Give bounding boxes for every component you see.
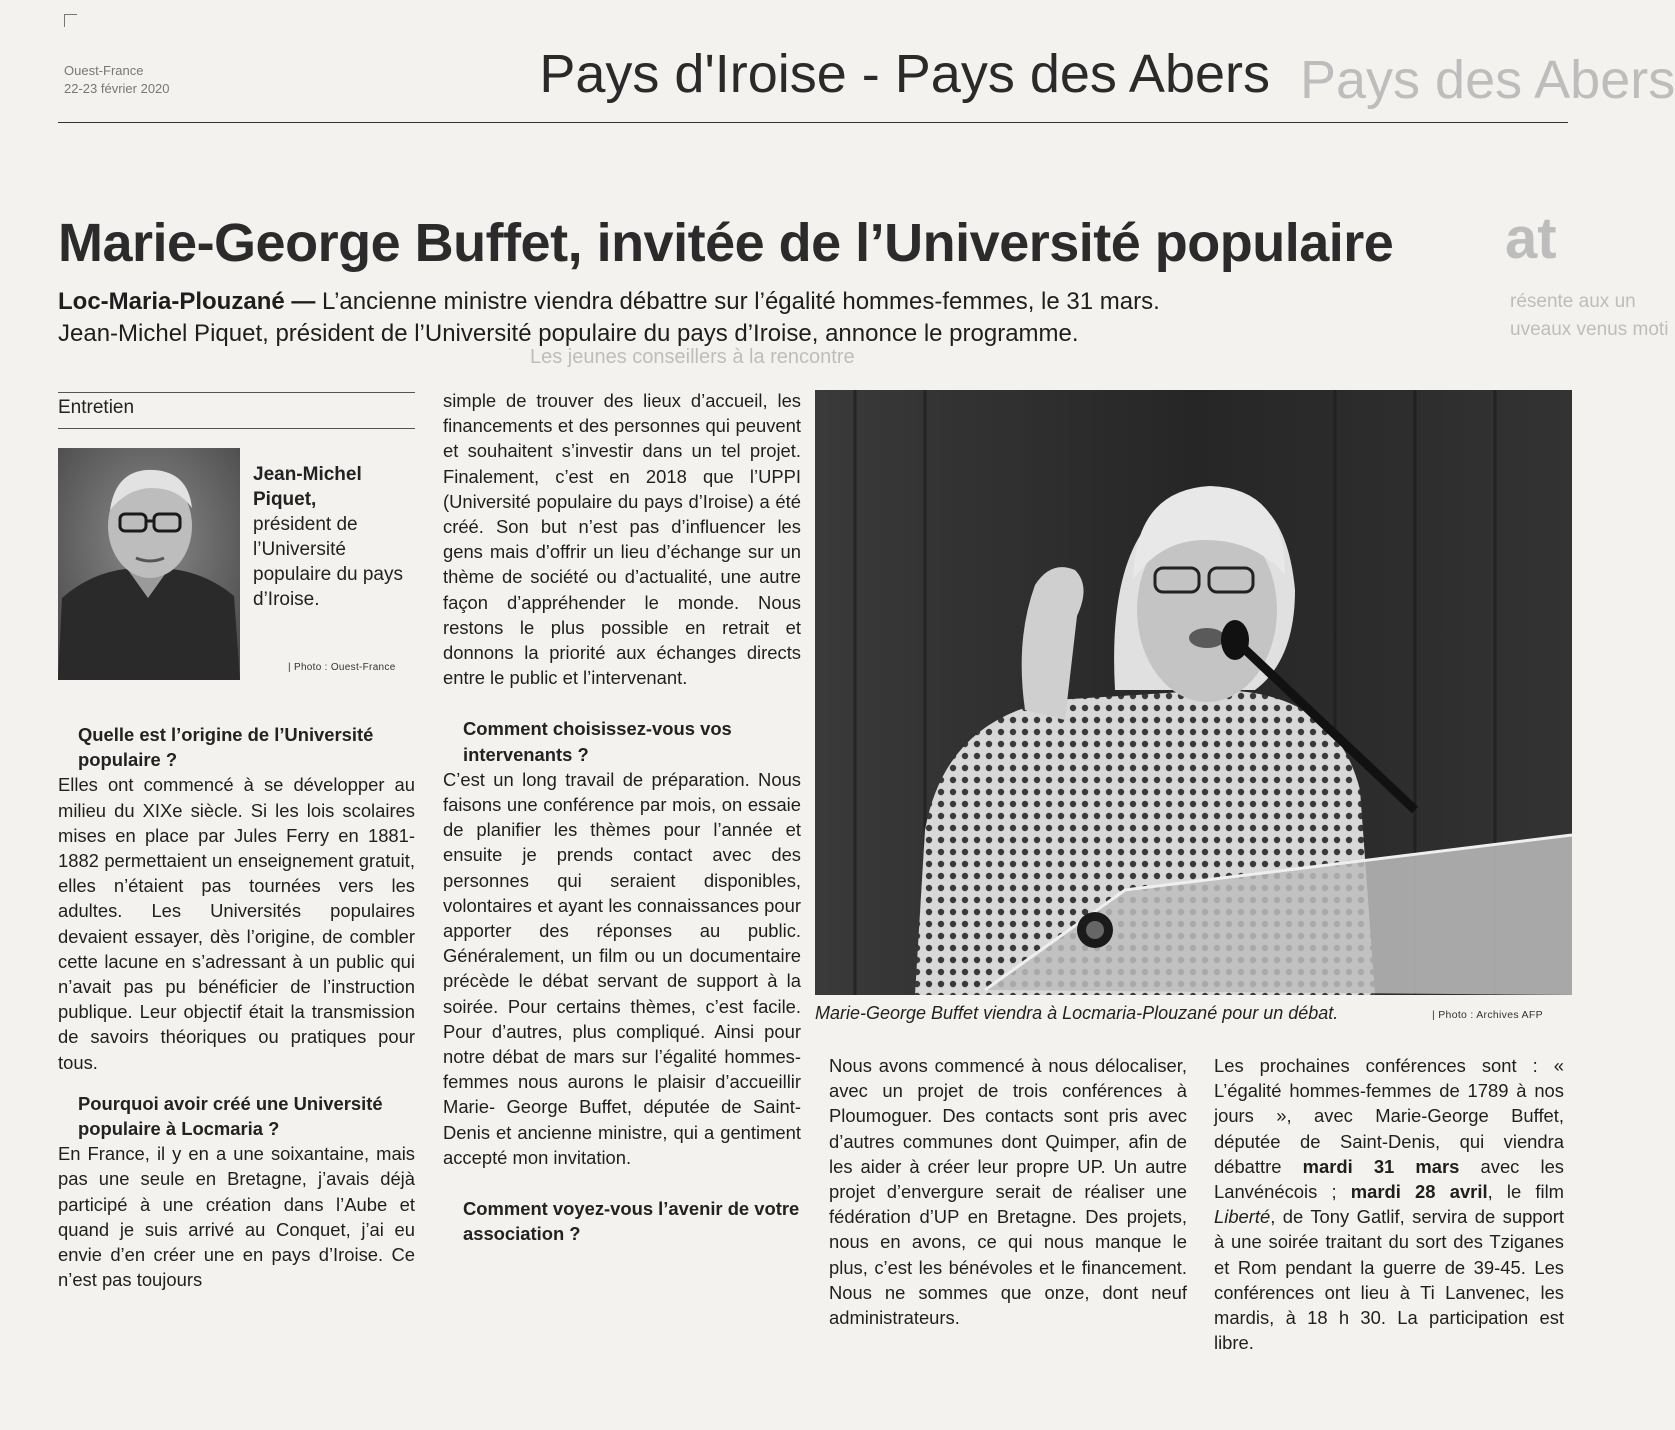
film-title: Liberté bbox=[1214, 1206, 1271, 1228]
portrait-caption bbox=[253, 462, 423, 612]
conference-date-1: mardi 31 mars bbox=[1302, 1155, 1460, 1177]
portrait-photo bbox=[58, 448, 240, 680]
main-photo bbox=[815, 390, 1572, 995]
portrait-credit: | Photo : Ouest-France bbox=[288, 662, 396, 673]
header-meta-paper: Ouest-France bbox=[64, 63, 144, 78]
bleed-through-headline: at bbox=[1505, 206, 1557, 271]
question-2: Pourquoi avoir créé une Université populaire à Locmaria ? bbox=[78, 1092, 383, 1140]
section-label: Entretien bbox=[58, 397, 135, 418]
header-meta-date: 22-23 février 2020 bbox=[64, 81, 170, 96]
portrait-name: Jean-Michel Piquet, bbox=[253, 464, 362, 510]
lead-text: L’ancienne ministre viendra débattre sur l’égalité hommes-femmes, le 31 mars. bbox=[322, 288, 1160, 315]
article-column-4 bbox=[1214, 1053, 1564, 1355]
article-lead bbox=[58, 286, 1458, 350]
photo-credit: | Photo : Archives AFP bbox=[1432, 1009, 1543, 1021]
question-4: Comment voyez-vous l’avenir de votre association ? bbox=[463, 1198, 800, 1245]
section-rubric: Pays d'Iroise - Pays des Abers bbox=[539, 44, 1270, 104]
lead-dash: — bbox=[284, 288, 323, 315]
bleed-through-rubric: Pays des Abers bbox=[1300, 50, 1675, 110]
portrait-role: président de l’Université populaire du pays d’Iroise. bbox=[253, 514, 403, 610]
answer-2: En France, il y en a une soixantaine, mais pas une seule en Bretagne, j’avais déjà participé à une création dans l’Aube et quand je suis arrivé au Conquet, j’ai eu envie d’en créer une en pays d’Iroise. Ce n’est pas toujours bbox=[58, 1143, 415, 1291]
lead-dateline: Loc-Maria-Plouzané bbox=[58, 288, 285, 315]
section-rule bbox=[58, 428, 415, 429]
bleed-through-subhead: Les jeunes conseillers à la rencontre bbox=[530, 346, 855, 368]
question-1: Quelle est l’origine de l’Université populaire ? bbox=[78, 724, 374, 771]
main-photo-image bbox=[815, 390, 1572, 995]
conference-date-2: mardi 28 avril bbox=[1350, 1181, 1488, 1203]
article-column-1 bbox=[58, 722, 415, 1292]
conferences-text-2: , le film bbox=[1487, 1181, 1564, 1203]
section-rule bbox=[58, 392, 415, 393]
conferences-intro: Les prochaines conférences sont : « L’égalité hommes-femmes de 1789 à nos jours », avec Marie-George Buffet, députée de Saint-Denis, qui viendra débattre bbox=[1214, 1055, 1564, 1177]
article-column-2 bbox=[443, 388, 801, 1247]
article-column-3 bbox=[829, 1053, 1187, 1330]
answer-1: Elles ont commencé à se développer au milieu du XIXe siècle. Si les lois scolaires mises en place par Jules Ferry en 1881-1882 permettaient un enseignement gratuit, elles n’étaient pas tournées vers les adultes. Les Universités populaires devaient essayer, dès l’origine, de combler cette lacune en s’adressant à un public qui n’avait pas pu bénéficier de l’instruction publique. Leur objectif était la transmission de savoirs théoriques ou pratiques pour tous. bbox=[58, 774, 415, 1073]
conferences-text-1: avec les Lanvénécois ; bbox=[1214, 1155, 1565, 1203]
bleed-through-line: uveaux venus moti bbox=[1510, 319, 1669, 340]
conferences-text-3: , de Tony Gatlif, servira de support à une soirée traitant du sort des Tziganes et Rom pendant la guerre de 39-45. Les conférences ont lieu à Ti Lanvenec, les mardis, à 18 h 30. La participation est libre. bbox=[1214, 1206, 1564, 1354]
header-rule bbox=[58, 122, 1568, 123]
bleed-through-line: résente aux un bbox=[1510, 291, 1636, 312]
upcoming-conferences bbox=[1214, 1053, 1564, 1355]
lead-text-2: Jean-Michel Piquet, président de l’Université populaire du pays d’Iroise, annonce le programme. bbox=[58, 320, 1079, 347]
photo-caption: Marie-George Buffet viendra à Locmaria-Plouzané pour un débat. bbox=[815, 1003, 1339, 1023]
article-headline: Marie-George Buffet, invitée de l’Université populaire bbox=[58, 213, 1394, 273]
portrait-image bbox=[58, 448, 240, 680]
question-3: Comment choisissez-vous vos intervenants ? bbox=[463, 718, 732, 765]
answer-4: Nous avons commencé à nous délocaliser, avec un projet de trois conférences à Ploumoguer. Des contacts sont pris avec d’autres communes dont Quimper, afin de les aider à créer leur propre UP. Un autre projet d’envergure serait de réaliser une fédération d’UP en Bretagne. Des projets, nous en avons, ce qui nous manque le plus, c’est les bénévoles et le financement. Nous ne sommes que onze, dont neuf administrateurs. bbox=[829, 1055, 1187, 1329]
answer-3: C’est un long travail de préparation. Nous faisons une conférence par mois, on essaie de planifier les thèmes pour l’année et ensuite je prends contact avec des personnes qui seraient disponibles, volontaires et ayant les connaissances pour apporter des réponses au public. Généralement, un film ou un documentaire précède le débat servant de support à la soirée. Pour certains thèmes, c’est facile. Pour d’autres, plus compliqué. Ainsi pour notre débat de mars sur l’égalité hommes-femmes nous aurons le plaisir d’accueillir Marie- George Buffet, députée de Saint- Denis et ancienne ministre, qui a gentiment accepté mon invitation. bbox=[443, 768, 801, 1168]
crop-mark bbox=[64, 14, 77, 27]
answer-2-continued: simple de trouver des lieux d’accueil, les financements et des personnes qui peuvent et souhaitent s’investir dans un tel projet. Finalement, c’est en 2018 que l’UPPI (Université populaire du pays d’Iroise) a été créé. Son but n’est pas d’influencer les gens mais d’offrir un lieu d’échange sur un thème de société ou d’actualité, une autre façon d’appréhender le monde. Nous restons le plus possible en retrait et donnons la priorité aux échanges directs entre le public et l’intervenant. bbox=[443, 390, 801, 689]
